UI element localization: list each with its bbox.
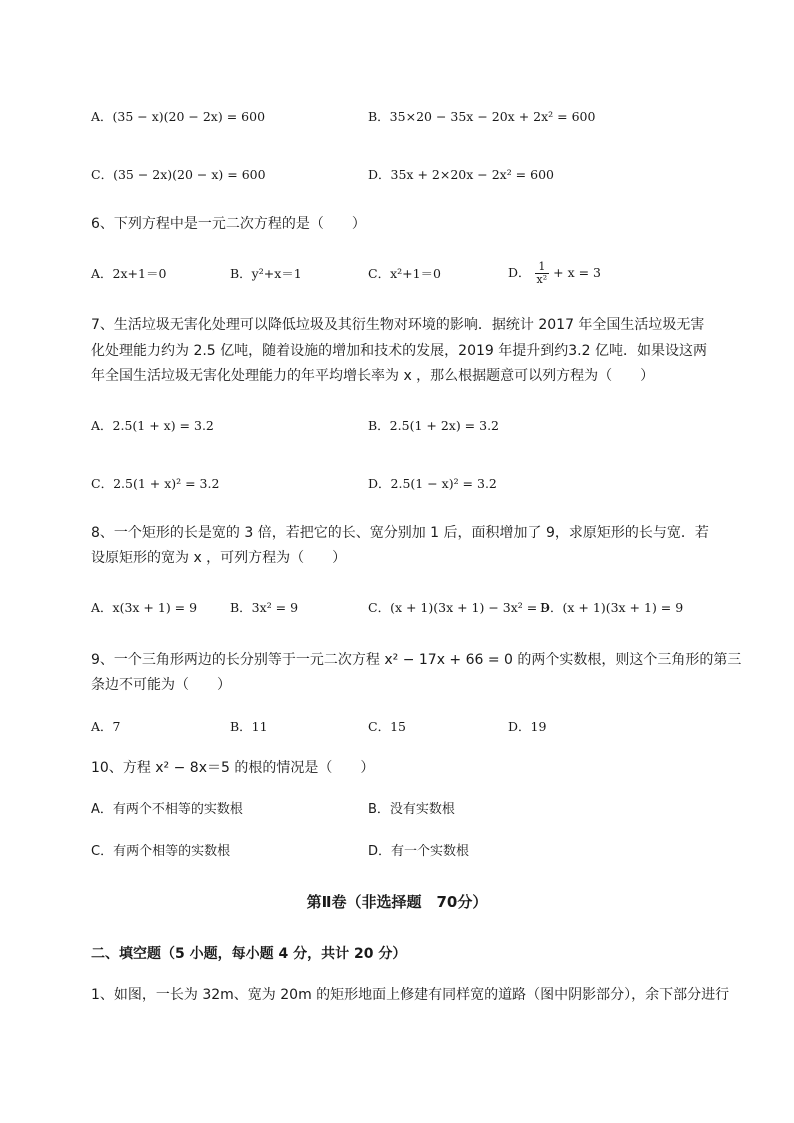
q8-option-b[interactable]: B．3x² = 9 [230,600,299,615]
fraction [535,261,550,286]
q8-option-c[interactable]: C．(x + 1)(3x + 1) − 3x² = 9 [368,600,550,615]
q5-option-c[interactable]: C．(35 − 2x)(20 − x) = 600 [91,167,266,182]
q9-option-a[interactable]: A．7 [91,719,121,734]
q6-option-d-prefix: D． [508,265,531,280]
q7-option-c[interactable]: C．2.5(1 + x)² = 3.2 [91,476,220,491]
q8-option-d[interactable]: D．(x + 1)(3x + 1) = 9 [540,600,684,615]
q10-option-b[interactable]: B．没有实数根 [368,802,455,817]
q8-option-a[interactable]: A．x(3x + 1) = 9 [91,600,198,615]
part2-title: 第Ⅱ卷（非选择题 70分） [306,893,488,911]
fill-in-section-heading: 二、填空题（5 小题，每小题 4 分，共计 20 分） [91,946,407,962]
q10-option-c[interactable]: C．有两个相等的实数根 [91,844,231,859]
q10-option-a[interactable]: A．有两个不相等的实数根 [91,802,243,817]
q6-option-a[interactable]: A．2x+1＝0 [91,266,167,281]
q5-option-a[interactable]: A．(35 − x)(20 − 2x) = 600 [91,109,266,124]
q6-option-d[interactable] [508,256,601,290]
fraction-numerator: 1 [535,261,550,274]
q6-option-c[interactable]: C．x²+1＝0 [368,266,442,281]
q7-option-b[interactable]: B．2.5(1 + 2x) = 3.2 [368,418,499,433]
q9-stem-line-2: 条边不可能为（ ） [91,677,231,693]
q7-option-a[interactable]: A．2.5(1 + x) = 3.2 [91,418,214,433]
q7-option-d[interactable]: D．2.5(1 − x)² = 3.2 [368,476,497,491]
q5-option-d[interactable]: D．35x + 2×20x − 2x² = 600 [368,167,554,182]
fill-in-q1-stem: 1、如图，一长为 32m、宽为 20m 的矩形地面上修建有同样宽的道路（图中阴影部分），余下部分进行 [91,987,730,1003]
q9-option-c[interactable]: C．15 [368,719,406,734]
q7-stem-line-1: 7、生活垃圾无害化处理可以降低垃圾及其衍生物对环境的影响．据统计 2017 年全国生活垃圾无害 [91,317,705,333]
q9-option-d[interactable]: D．19 [508,719,547,734]
q7-stem-line-3: 年全国生活垃圾无害化处理能力的年平均增长率为 x ，那么根据题意可以列方程为（ ） [91,368,655,384]
q6-stem: 6、下列方程中是一元二次方程的是（ ） [91,216,366,232]
q5-option-b[interactable]: B．35×20 − 35x − 20x + 2x² = 600 [368,109,596,124]
q8-stem-line-2: 设原矩形的宽为 x ，可列方程为（ ） [91,550,347,566]
q7-stem-line-2: 化处理能力约为 2.5 亿吨，随着设施的增加和技术的发展，2019 年提升到约3.2 亿吨．如果设这两 [91,343,707,359]
q8-stem-line-1: 8、一个矩形的长是宽的 3 倍，若把它的长、宽分别加 1 后，面积增加了 9，求原矩形的长与宽．若 [91,525,709,541]
q6-option-d-suffix: + x = 3 [553,265,601,280]
q9-stem-line-1: 9、一个三角形两边的长分别等于一元二次方程 x² − 17x + 66 = 0 的两个实数根，则这个三角形的第三 [91,652,742,668]
q9-option-b[interactable]: B．11 [230,719,268,734]
q6-option-b[interactable]: B．y²+x＝1 [230,266,302,281]
fraction-denominator: x² [536,273,548,286]
q10-stem: 10、方程 x² − 8x＝5 的根的情况是（ ） [91,760,375,776]
q10-option-d[interactable]: D．有一个实数根 [368,844,470,859]
